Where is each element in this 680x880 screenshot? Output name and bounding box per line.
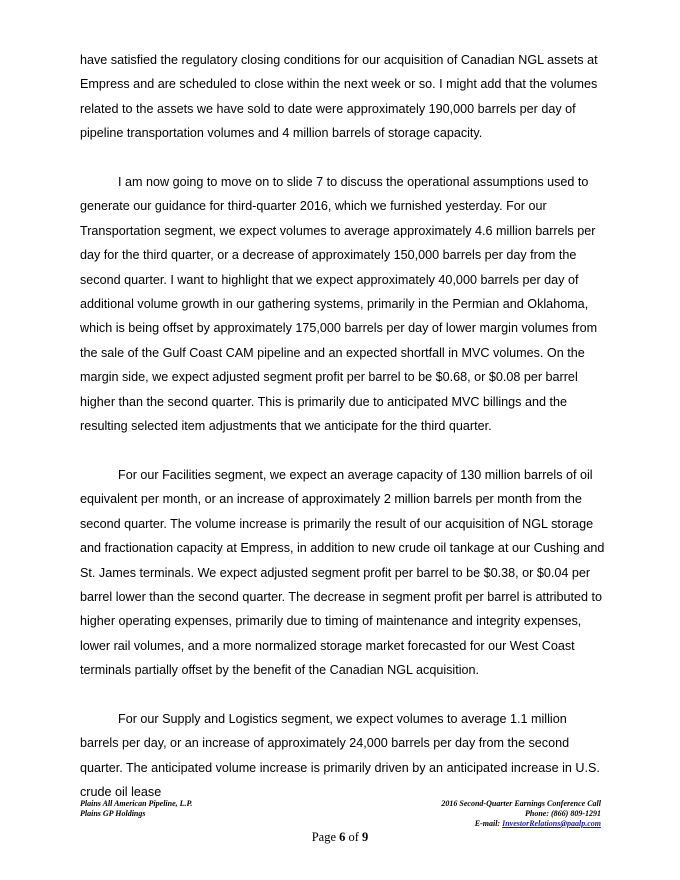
page-of: of <box>345 830 363 844</box>
paragraph-facilities: For our Facilities segment, we expect an average capacity of 130 million barrels of oil equivalent per month, or an increase of approximately 2 million barrels per month from the second quarter. The volume increase is primarily the result of our acquisition of NGL storage and fractionation capacity at Empress, in addition to new crude oil tankage at our Cushing and St. James terminals. We expect adjusted segment profit per barrel to be $0.38, or $0.04 per barrel lower than the second quarter. The decrease in segment profit per barrel is attributed to higher operating expenses, primarily due to timing of maintenance and integrity expenses, lower rail volumes, and a more normalized storage market forecasted for our West Coast terminals partially offset by the benefit of the Canadian NGL acquisition. <box>80 467 605 678</box>
footer-company <box>80 799 192 819</box>
paragraph-supply-logistics: For our Supply and Logistics segment, we expect volumes to average 1.1 million barrels per day, or an increase of approximately 24,000 barrels per day from the second quarter. The anticipated volume increase is primarily driven by an anticipated increase in U.S. crude oil lease <box>80 711 600 800</box>
footer-email-line <box>441 819 601 829</box>
paragraph-continuation: have satisfied the regulatory closing conditions for our acquisition of Canadian NGL assets at Empress and are scheduled to close within the next week or so. I might add that the volumes related to the assets we have sold to date were approximately 190,000 barrels per day of pipeline transportation volumes and 4 million barrels of storage capacity. <box>80 53 598 141</box>
footer-company-holdings: Plains GP Holdings <box>80 808 146 818</box>
footer-phone: Phone: (866) 809-1291 <box>525 808 601 818</box>
footer-event: 2016 Second-Quarter Earnings Conference Call <box>441 799 601 808</box>
paragraph-transportation: I am now going to move on to slide 7 to discuss the operational assumptions used to generate our guidance for third-quarter 2016, which we furnished yesterday. For our Transportation segment, we expect volumes to average approximately 4.6 million barrels per day for the third quarter, or a decrease of approximately 150,000 barrels per day from the second quarter. I want to highlight that we expect approximately 40,000 barrels per day of additional volume growth in our gathering systems, primarily in the Permian and Oklahoma, which is being offset by approximately 175,000 barrels per day of lower margin volumes from the sale of the Gulf Coast CAM pipeline and an expected shortfall in MVC volumes. On the margin side, we expect adjusted segment profit per barrel to be $0.68, or $0.08 per barrel higher than the second quarter. This is primarily due to anticipated MVC billings and the resulting selected item adjustments that we anticipate for the third quarter. <box>80 175 598 434</box>
footer-contact <box>441 799 601 828</box>
page-current: 6 <box>339 830 346 844</box>
page-label: Page <box>311 830 340 844</box>
footer-company-name: Plains All American Pipeline, L.P. <box>80 799 193 808</box>
document-body <box>80 48 605 829</box>
page-total: 9 <box>362 830 369 844</box>
page-number <box>0 830 680 845</box>
footer-email-link[interactable]: InvestorRelations@paalp.com <box>502 818 601 828</box>
footer-email-label: E-mail: <box>474 818 503 828</box>
